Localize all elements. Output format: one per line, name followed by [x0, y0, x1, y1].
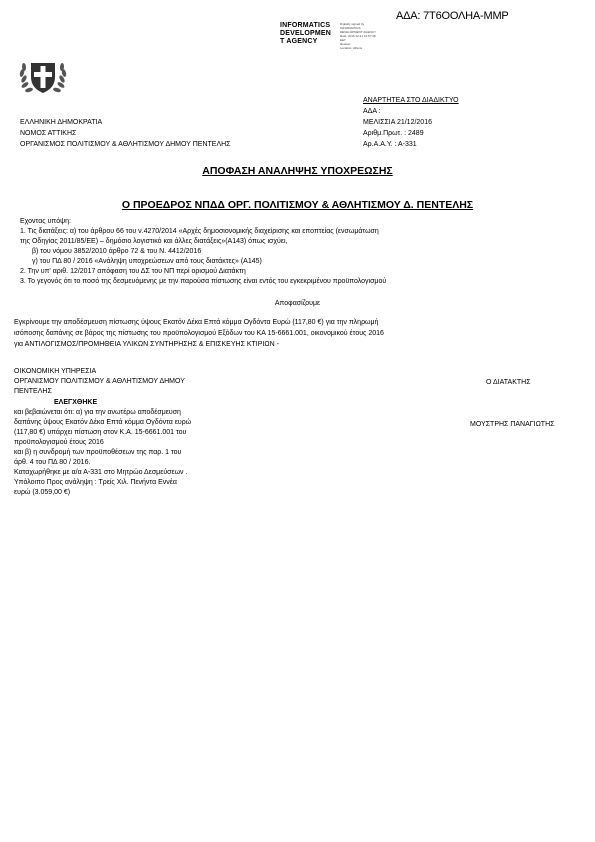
signature-detail-line: Reason:	[340, 42, 352, 46]
considering-label: Εχοντας υπόψη:	[20, 218, 71, 225]
approval-line: για ΑΝΤΙΛΟΓΙΣΜΟΣ/ΠΡΟΜΗΘΕΙΑ ΥΛΙΚΩΝ ΣΥΝΤΗΡΗΣΗΣ & ΕΠΙΣΚΕΥΗΣ ΚΤΙΡΙΩΝ -	[14, 341, 279, 348]
aay-number: Αρ.Α.Α.Υ. : Α-331	[363, 141, 417, 148]
checked-line: Καταχωρήθηκε με α/α Α-331 στο Μητρώο Δεσμεύσεων .	[14, 469, 188, 476]
date-line: ΜΕΛΙΣΣΙΑ 21/12/2016	[363, 119, 432, 126]
director-title: Ο ΔΙΑΤΑΚΤΗΣ	[486, 379, 531, 386]
checked-line: (117,80 €) υπάρχει πίστωση στον Κ.Α. 15-6661.001 του	[14, 429, 187, 436]
organization-block	[20, 118, 231, 151]
checked-line: ευρώ (3.059,00 €)	[14, 489, 71, 496]
consideration-item: β) του νόμου 3852/2010 άρθρο 72 & του Ν. 4412/2016	[32, 248, 202, 255]
checked-line: και βεβαιώνεται ότι: α) για την ανωτέρω αποδέσμευση	[14, 409, 181, 416]
finance-service-title: ΟΙΚΟΝΟΜΙΚΗ ΥΠΗΡΕΣΙΑ	[14, 368, 97, 375]
ada-label: ΑΔΑ :	[363, 108, 381, 115]
consideration-item: 2. Την υπ' αριθ. 12/2017 απόφαση του ΔΣ του ΝΠ περί ορισμού Διατάκτη	[20, 268, 246, 275]
approval-line: Εγκρίνουμε την αποδέσμευση πίστωσης ύψους Εκατόν Δέκα Επτά κόμμα Ογδόντα Ευρώ (117,80 €) για την πληρωμή	[14, 319, 379, 326]
approval-paragraph	[14, 318, 384, 351]
checked-heading: ΕΛΕΓΧΘΗΚΕ	[54, 399, 98, 406]
signature-logo-text	[280, 22, 331, 46]
signature-detail-line: DEVELOPMENT AGENCY	[340, 30, 376, 34]
document-subtitle: Ο ΠΡΟΕΔΡΟΣ ΝΠΔΔ ΟΡΓ. ΠΟΛΙΤΙΣΜΟΥ & ΑΘΛΗΤΙΣΜΟΥ Δ. ΠΕΝΤΕΛΗΣ	[121, 199, 474, 211]
logo-line: DEVELOPMEN	[280, 30, 332, 37]
signature-detail-line: INFORMATICS	[340, 26, 361, 30]
checked-line: δαπάνης ύψους Εκατόν Δέκα Επτά κόμμα Ογδόντα ευρώ	[14, 419, 192, 426]
prefecture-line: ΝΟΜΟΣ ΑΤΤΙΚΗΣ	[20, 130, 77, 137]
decide-heading: Αποφασίζουμε	[274, 300, 321, 307]
approval-line: ισόποσης δαπάνης σε βάρος της πίστωσης του προϋπολογισμού Εξόδων του ΚΑ 15-6661.001, οικονομικού έτους 2016	[14, 330, 384, 337]
organization-line: ΟΡΓΑΝΙΣΜΟΣ ΠΟΛΙΤΙΣΜΟΥ & ΑΘΛΗΤΙΣΜΟΥ ΔΗΜΟΥ ΠΕΝΤΕΛΗΣ	[20, 141, 231, 148]
consideration-item: 3. Το γεγονός ότι το ποσό της δεσμευόμενης με την παρούσα πίστωσης είναι εντός του εγκεκριμένου προϋπολογισμού	[20, 278, 387, 285]
checked-line: Υπόλοιπο Προς ανάληψη : Τρείς Χιλ. Πενήντα Εννέα	[14, 479, 177, 486]
publish-online-label: ΑΝΑΡΤΗΤΕΑ ΣΤΟ ΔΙΑΔΙΚΤΥΟ	[363, 97, 459, 104]
ada-code: ΑΔΑ: 7Τ6ΟΟΛΗΑ-ΜΜΡ	[396, 10, 509, 22]
director-name: ΜΟΥΣΤΡΗΣ ΠΑΝΑΓΙΩΤΗΣ	[470, 421, 555, 428]
signature-detail-line: EET	[340, 38, 346, 42]
consideration-item: γ) του ΠΔ 80 / 2016 «Ανάληψη υποχρεώσεων από τους διατάκτες» (Α145)	[32, 258, 262, 265]
signature-detail-line: Date: 2016.12.21 12:57:38	[340, 34, 376, 38]
document-title: ΑΠΟΦΑΣΗ ΑΝΑΛΗΨΗΣ ΥΠΟΧΡΕΩΣΗΣ	[202, 165, 393, 177]
logo-line: T AGENCY	[280, 38, 318, 45]
republic-line: ΕΛΛΗΝΙΚΗ ΔΗΜΟΚΡΑΤΙΑ	[20, 119, 103, 126]
protocol-number: Αριθμ.Πρωτ. : 2489	[363, 130, 424, 137]
signature-detail-line: Digitally signed by	[340, 22, 365, 26]
checked-line: άρθ. 4 του ΠΔ 80 / 2016.	[14, 459, 91, 466]
consideration-item: 1. Τις διατάξεις: α) του άρθρου 66 του ν.4270/2014 «Αρχές δημοσιονομικής διαχείρισης και εποπτείας (ενσωμάτωση	[20, 228, 379, 235]
finance-org-line: ΠΕΝΤΕΛΗΣ	[14, 388, 52, 395]
signature-details	[340, 22, 376, 50]
checked-line: και β) η συνδρομή των προϋποθέσεων της παρ. 1 του	[14, 449, 182, 456]
consideration-item: της Οδηγίας 2011/85/ΕΕ) – δημόσιο λογιστικό και άλλες διατάξεις»(Α143) όπως ισχύει,	[20, 238, 288, 245]
finance-org-line: ΟΡΓΑΝΙΣΜΟΥ ΠΟΛΙΤΙΣΜΟΥ & ΑΘΛΗΤΙΣΜΟΥ ΔΗΜΟΥ	[14, 378, 185, 385]
checked-line: προϋπολογισμού έτους 2016	[14, 439, 104, 446]
document-info-block	[363, 96, 459, 151]
checked-block	[14, 398, 191, 498]
logo-line: INFORMATICS	[280, 22, 331, 29]
considerations-list	[20, 227, 386, 287]
signature-detail-line: Location: Athens	[340, 46, 363, 50]
finance-service-block	[14, 367, 185, 397]
greek-coat-of-arms-icon	[16, 55, 70, 99]
